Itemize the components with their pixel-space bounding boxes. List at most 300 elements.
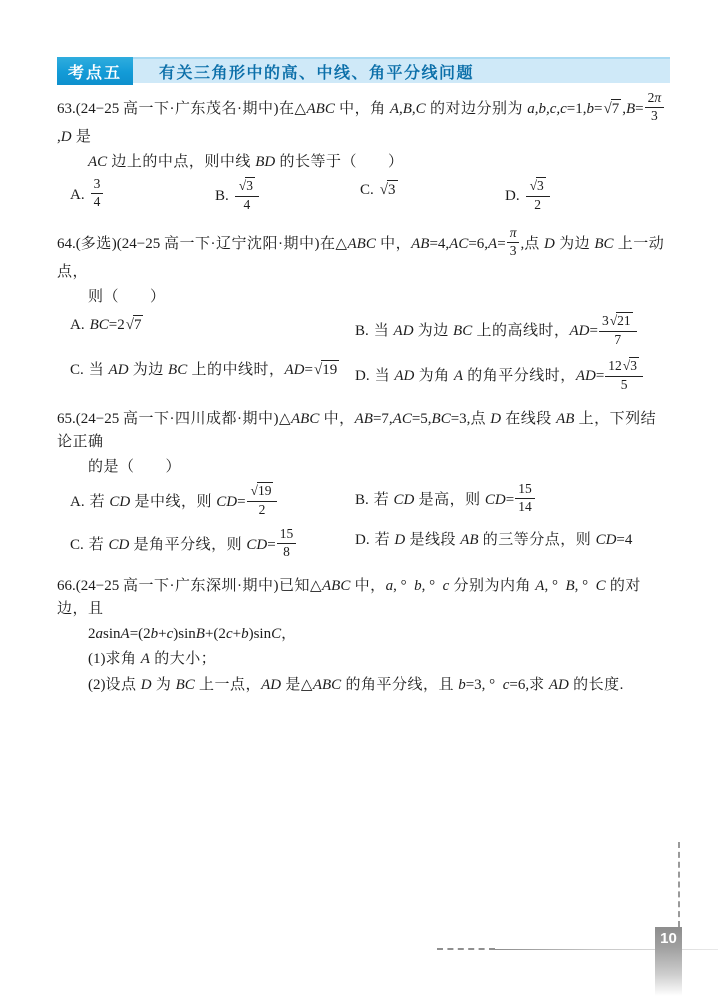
text-segment: BC [594,235,614,252]
option-text [525,178,551,213]
text-segment: C [595,577,606,594]
text-segment: , ° [393,577,415,594]
text-segment: AB [556,410,575,427]
text-segment: 2 [258,502,266,518]
text-segment: 4 [243,197,251,213]
problem-65-options [70,481,670,561]
page-number: 10 [660,930,677,947]
text-segment: 3 [601,313,609,329]
option-label: C. [70,361,84,378]
option-label: A. [70,186,85,203]
problem-66-equation [57,623,670,646]
option-label: B. [355,323,369,340]
radicand [321,360,339,380]
text-segment: 5 [620,376,628,392]
text-segment: A [140,651,150,668]
fraction [604,357,644,393]
text-segment: = [237,493,246,510]
text-segment: 是线段 [405,532,461,548]
text-segment: a [385,577,394,594]
text-segment: 上的高线时， [472,323,570,340]
radicand [616,312,633,330]
radical-sign: √ [529,178,538,194]
text-segment: AD [394,368,415,385]
text-segment: A [488,235,498,252]
text-segment: 3 [537,178,544,194]
text-segment: =2 [108,317,125,334]
problem-63-line-1 [57,90,670,149]
text-segment: CD [108,536,130,553]
text-segment: 2 [647,90,655,105]
problem-list [57,83,670,697]
fraction-denominator [645,107,665,124]
text-segment: BC [453,323,473,340]
fraction-numerator [605,357,643,376]
text-segment: c [502,676,510,693]
text-segment: (2) [88,676,106,693]
text-segment: 3 [246,178,253,194]
option-label: B. [215,188,229,205]
fraction [276,527,298,560]
option-text [373,481,536,515]
fraction-numerator [515,482,535,498]
radical-sign: √ [250,483,258,499]
fraction-denominator [277,543,297,560]
option-label: C. [360,182,374,199]
text-segment: 63.(24−25 [57,100,123,117]
text-segment: c [166,626,174,643]
text-segment: , [622,100,626,117]
fraction [525,177,551,213]
text-segment: 上，下列结论正确 [57,410,657,450]
fraction-numerator [507,226,520,242]
text-segment: 设点 [105,676,141,693]
text-segment: a [95,626,103,643]
text-segment: 若 [374,532,395,548]
text-segment: AD [393,323,414,340]
text-segment: 求角 [105,651,141,668]
text-segment: 4 [93,194,101,210]
fraction-numerator [599,312,637,331]
text-segment: A [120,626,130,643]
text-segment: B [565,577,575,594]
text-segment: b [458,676,466,693]
section-banner [57,57,670,83]
option-d [355,359,670,395]
text-segment: 高一下·四川成都·期中)△ [122,410,291,427]
text-segment: c [225,626,233,643]
fraction-denominator [515,498,535,515]
text-segment: =3, ° [465,676,503,693]
text-segment: 是△ [281,676,313,693]
text-segment: = [589,323,598,340]
text-segment: 65.(24−25 [57,410,123,427]
option-b [215,179,360,215]
option-label: D. [355,532,370,548]
text-segment: 的是（ ） [88,459,182,476]
radical-sign: √ [379,182,388,199]
problem-66-line-1 [57,575,670,622]
problem-65-line-2 [57,456,670,479]
text-segment: sin [103,626,121,643]
text-segment: 为边 [554,235,595,252]
option-text [373,313,638,347]
text-segment: A [453,368,464,385]
text-segment: D [60,128,72,145]
text-segment: , ° [544,577,566,594]
text-segment: 在线段 [501,410,557,427]
text-segment: 的角平分线，且 [341,676,459,693]
text-segment: AB [354,410,373,427]
text-segment: 是 [71,128,92,145]
text-segment: = [267,536,276,553]
text-segment: CD [484,492,506,509]
problem-66-subquestion-2 [57,674,670,697]
problem-65-line-1 [57,408,670,455]
text-segment: B [625,100,636,117]
text-segment: A,B,C [389,100,426,117]
text-segment: )(24−25 [111,235,164,252]
text-segment: 中， [375,235,412,252]
fraction [644,91,666,124]
text-segment: 上一点， [194,676,262,693]
text-segment: 多选 [80,235,112,252]
fraction [598,312,638,348]
text-segment: A [535,577,545,594]
text-segment: CD [595,532,617,548]
text-segment: CD [216,493,238,510]
text-segment: 为边 [128,361,169,378]
problem-65 [57,408,670,562]
text-segment: 若 [373,492,394,509]
section-badge: 考点五 [57,57,133,85]
footer-dashed-line [437,948,495,950]
text-segment: =6, [468,235,489,252]
fraction-numerator [247,482,278,501]
text-segment: 中，角 [334,100,390,117]
text-segment: 上一动点， [57,235,665,280]
text-segment: AC [392,410,412,427]
text-segment: 3 [650,107,658,123]
text-segment: 上的中线时， [187,361,285,378]
fraction-denominator [91,193,104,210]
text-segment: , [520,235,525,252]
radical-sign: √ [622,357,631,373]
text-segment: π [509,224,517,240]
text-segment: = [304,361,313,378]
text-segment: CD [109,493,131,510]
radicand [629,357,639,375]
text-segment: AD [261,676,282,693]
text-segment: b [586,100,595,117]
text-segment: b [150,626,159,643]
sqrt [251,482,274,500]
text-segment: 若 [89,493,110,510]
option-label: A. [70,493,85,510]
option-text [89,483,279,518]
text-segment: 高一下·广东深圳·期中)已知△ [122,577,322,594]
text-segment: =4 [616,532,633,548]
option-a [70,314,355,350]
option-text [89,362,340,378]
fraction-denominator [599,331,637,348]
text-segment: 是中线，则 [130,493,217,510]
text-segment: AC [88,153,108,170]
text-segment: AD [108,361,129,378]
option-label: A. [70,317,85,334]
text-segment: =1, [566,100,587,117]
text-segment: BC [89,317,109,334]
text-segment: 为 [151,676,176,693]
text-segment: =4, [429,235,450,252]
text-segment: 点 [470,410,491,427]
text-segment: 当 [88,361,109,378]
footer-solid-line [495,949,718,950]
text-segment: b [241,626,249,643]
text-segment: 是角平分线，则 [129,536,247,553]
text-segment: D [543,235,555,252]
fraction-denominator [605,376,643,393]
option-a [70,176,215,215]
text-segment: AB [460,532,479,548]
radicand [133,315,144,335]
problem-63 [57,90,670,215]
text-segment: AD [569,323,590,340]
text-segment: ABC [322,577,351,594]
text-segment: 2 [88,626,96,643]
radical-sign: √ [125,317,134,334]
text-segment: 2 [534,197,542,213]
text-segment: AD [548,676,569,693]
radicand [611,99,622,119]
text-segment: AC [449,235,469,252]
text-segment: = [635,100,644,117]
text-segment: 3 [93,176,101,192]
text-segment: + [158,626,167,643]
fraction-denominator [247,501,278,518]
text-segment: 19 [322,361,338,378]
text-segment: 12 [608,357,622,373]
text-segment: 中， [319,410,355,427]
radicand [245,177,255,195]
text-segment: =5, [411,410,432,427]
option-c [360,179,505,215]
text-segment: 21 [617,313,631,329]
fraction-numerator [91,177,104,193]
text-segment: =(2 [129,626,151,643]
problem-64-options [70,314,670,394]
text-segment: CD [393,492,415,509]
fraction-numerator [645,91,665,107]
radicand [536,177,546,195]
fraction-numerator [526,177,550,196]
option-text [234,178,260,213]
option-text [88,526,297,559]
text-segment: 的三等分点，则 [478,532,596,548]
text-segment: 是高，则 [414,492,485,509]
text-segment: 为边 [413,323,454,340]
fraction-denominator [526,196,550,213]
text-segment: =7, [372,410,393,427]
text-segment: 边上的中点，则中线 [107,153,256,170]
page-number-tab [655,927,682,996]
text-segment: 求 [529,676,549,693]
option-c [70,359,355,395]
text-segment: 7 [611,100,620,117]
text-segment: 点 [524,235,544,252]
text-segment: B [195,626,205,643]
text-segment: = [594,100,603,117]
option-text [379,182,399,198]
problem-66 [57,575,670,697]
option-d [355,529,670,562]
option-b [355,314,670,350]
fraction-denominator [507,242,520,259]
footer-vertical-dashed-line [678,842,680,927]
text-segment: ， [281,626,297,643]
text-segment: AB [411,235,430,252]
option-text [90,317,145,333]
text-segment: CD [246,536,268,553]
sqrt [623,357,639,375]
text-segment: 3 [388,182,396,199]
text-segment: BD [255,153,276,170]
text-segment: + [232,626,242,643]
option-label: D. [355,368,370,385]
radical-sign: √ [609,313,618,329]
option-a [70,484,355,520]
section-title: 有关三角形中的高、中线、角平分线问题 [159,64,475,82]
text-segment: 3 [509,242,517,258]
text-segment: 3 [630,357,637,373]
text-segment: c [442,577,450,594]
text-segment: , ° [421,577,443,594]
option-label: C. [70,536,84,553]
sqrt [314,359,339,382]
text-segment: BC [175,676,195,693]
problem-64-line-1 [57,224,670,284]
radicand [387,180,398,200]
fraction [246,482,279,518]
radicand [257,482,274,500]
text-segment: D [394,532,406,548]
text-segment: 当 [373,323,394,340]
sqrt [610,312,633,330]
text-segment: =6, [509,676,530,693]
text-segment: )sin [248,626,272,643]
text-segment: 为角 [414,368,454,385]
text-segment: AD [575,368,596,385]
text-segment: ABC [306,100,335,117]
problem-64 [57,224,670,395]
fraction-denominator [235,196,259,213]
text-segment: a,b,c,c [527,100,567,117]
option-text [90,176,105,210]
text-segment: 的对边，且 [57,577,641,617]
radical-sign: √ [238,178,247,194]
text-segment: ABC [291,410,320,427]
text-segment: 中， [350,577,386,594]
option-c [70,526,355,562]
text-segment: 则（ ） [88,288,166,305]
fraction [90,177,105,210]
radical-sign: √ [313,361,323,378]
text-segment: ABC [347,235,376,252]
text-segment: BC [168,361,188,378]
text-segment: 分别为内角 [449,577,536,594]
text-segment: =3, [450,410,471,427]
text-segment: C [271,626,282,643]
text-segment: 15 [518,481,532,497]
text-segment: π [654,90,662,105]
fraction [506,226,521,259]
text-segment: 的角平分线时， [463,368,576,385]
text-segment: ABC [312,676,342,693]
fraction [234,177,260,213]
option-d [505,179,670,215]
text-segment: AD [284,361,305,378]
text-segment: BC [431,410,451,427]
problem-63-options [70,176,670,215]
text-segment: b [414,577,422,594]
text-segment: D [490,410,502,427]
text-segment: 19 [257,483,272,499]
sqrt [530,177,546,195]
option-b [355,481,670,520]
option-text [374,357,644,392]
text-segment: 15 [279,526,294,541]
text-segment: 的长等于（ ） [275,153,404,170]
text-segment: 的对边分别为 [425,100,528,117]
text-segment: 8 [283,543,290,559]
text-segment: 的大小； [149,651,217,668]
text-segment: 的长度. [568,676,624,693]
problem-63-line-2 [57,151,670,174]
fraction [514,482,536,515]
radical-sign: √ [603,100,612,117]
text-segment: 64.( [57,235,81,252]
sqrt [603,98,621,121]
sqrt [126,314,144,337]
sqrt [380,179,398,202]
text-segment: D [140,676,152,693]
text-segment: , ° [574,577,596,594]
text-segment: = [505,492,515,509]
text-segment: )sin [173,626,196,643]
fraction-numerator [235,177,259,196]
text-segment: 当 [374,368,395,385]
text-segment: 14 [518,499,532,515]
option-text [375,532,633,548]
text-segment: = [595,368,605,385]
problem-64-line-2 [57,286,670,309]
fraction-numerator [277,527,297,543]
text-segment: 高一下·辽宁沈阳·期中)在△ [163,235,348,252]
text-segment: 7 [133,317,142,334]
option-label: B. [355,492,369,509]
text-segment: , [57,128,61,145]
text-segment: (1) [88,651,106,668]
text-segment: 7 [614,331,622,347]
problem-66-subquestion-1 [57,648,670,671]
text-segment: = [497,235,506,252]
option-label: D. [505,188,520,205]
text-segment: 若 [88,536,109,553]
sqrt [239,177,255,195]
text-segment: 高一下·广东茂名·期中)在△ [122,100,307,117]
text-segment: 66.(24−25 [57,577,123,594]
text-segment: +(2 [204,626,226,643]
